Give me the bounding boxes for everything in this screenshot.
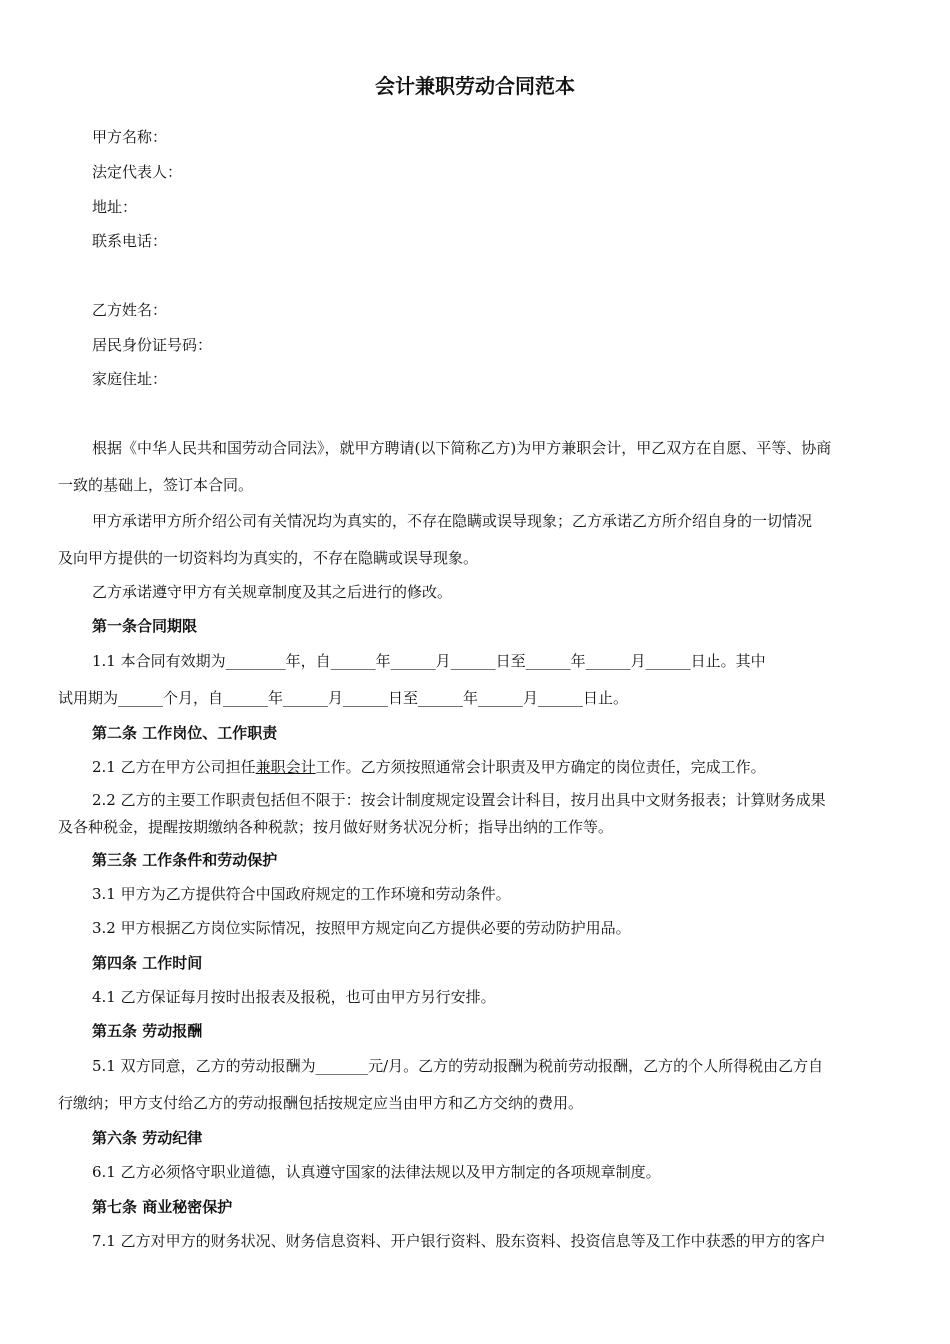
clause-5-1-line-1: 5.1 双方同意，乙方的劳动报酬为_______元/月。乙方的劳动报酬为税前劳动报酬，乙方的个人所得税由乙方自: [92, 1057, 824, 1075]
clause-1-1-line-2: 试用期为______个月，自______年______月______日至______年______月______日止。: [58, 689, 629, 707]
section-5-heading: 第五条 劳动报酬: [92, 1022, 203, 1040]
clause-3-2: 3.2 甲方根据乙方岗位实际情况，按照甲方规定向乙方提供必要的劳动防护用品。: [92, 919, 631, 937]
preamble-paragraph-1-line-2: 一致的基础上，签订本合同。: [58, 476, 254, 494]
clause-2-1: [92, 756, 766, 777]
clause-2-2-line-2: 及各种税金，提醒按期缴纳各种税款；按月做好财务状况分析；指导出纳的工作等。: [58, 818, 614, 836]
party-b-home-address: 家庭住址：: [92, 370, 168, 388]
party-a-name: 甲方名称：: [92, 128, 168, 146]
clause-3-1: 3.1 甲方为乙方提供符合中国政府规定的工作环境和劳动条件。: [92, 885, 511, 903]
section-4-heading: 第四条 工作时间: [92, 954, 203, 972]
clause-2-1-suffix: 工作。乙方须按照通常会计职责及甲方确定的岗位责任，完成工作。: [315, 758, 766, 776]
clause-2-2-line-1: 2.2 乙方的主要工作职责包括但不限于：按会计制度规定设置会计科目，按月出具中文财务报表；计算财务成果: [92, 791, 826, 809]
clause-1-1-line-1: 1.1 本合同有效期为________年，自______年______月______日至______年______月______日止。其中: [92, 652, 766, 670]
section-6-heading: 第六条 劳动纪律: [92, 1129, 203, 1147]
section-1-heading: 第一条合同期限: [92, 617, 198, 635]
party-a-address: 地址：: [92, 198, 138, 216]
party-b-id-number: 居民身份证号码：: [92, 336, 213, 354]
clause-4-1: 4.1 乙方保证每月按时出报表及报税，也可由甲方另行安排。: [92, 988, 496, 1006]
section-2-heading: 第二条 工作岗位、工作职责: [92, 724, 278, 742]
section-3-heading: 第三条 工作条件和劳动保护: [92, 851, 278, 869]
party-a-phone: 联系电话：: [92, 232, 168, 250]
preamble-paragraph-2-line-2: 及向甲方提供的一切资料均为真实的，不存在隐瞒或误导现象。: [58, 549, 479, 567]
section-7-heading: 第七条 商业秘密保护: [92, 1198, 233, 1216]
clause-7-1-line-1: 7.1 乙方对甲方的财务状况、财务信息资料、开户银行资料、股东资料、投资信息等及工作中获悉的甲方的客户: [92, 1232, 826, 1250]
preamble-paragraph-1-line-1: 根据《中华人民共和国劳动合同法》，就甲方聘请(以下简称乙方)为甲方兼职会计，甲乙双方在自愿、平等、协商: [92, 439, 832, 457]
party-b-name: 乙方姓名：: [92, 301, 168, 319]
document-title: 会计兼职劳动合同范本: [375, 74, 575, 98]
clause-2-1-prefix: 2.1 乙方在甲方公司担任: [92, 758, 256, 776]
party-a-legal-rep: 法定代表人：: [92, 163, 183, 181]
preamble-paragraph-2-line-1: 甲方承诺甲方所介绍公司有关情况均为真实的，不存在隐瞒或误导现象；乙方承诺乙方所介绍自身的一切情况: [92, 512, 813, 530]
clause-6-1: 6.1 乙方必须恪守职业道德，认真遵守国家的法律法规以及甲方制定的各项规章制度。: [92, 1163, 661, 1181]
clause-5-1-line-2: 行缴纳；甲方支付给乙方的劳动报酬包括按规定应当由甲方和乙方交纳的费用。: [58, 1094, 584, 1112]
preamble-paragraph-3: 乙方承诺遵守甲方有关规章制度及其之后进行的修改。: [92, 583, 453, 601]
clause-2-1-position: 兼职会计: [255, 758, 316, 776]
